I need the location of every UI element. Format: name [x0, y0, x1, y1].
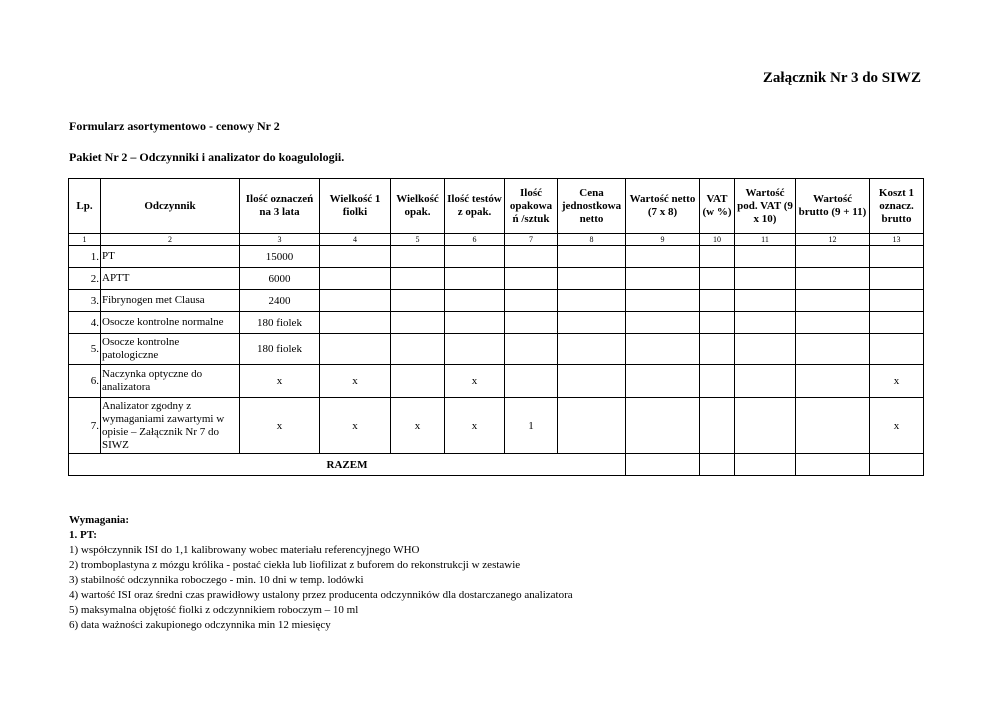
- requirements-section: [69, 513, 573, 633]
- table-cell: [626, 398, 700, 454]
- row-number-cell: 5.: [69, 334, 101, 365]
- table-cell: [735, 454, 796, 476]
- table-row: [69, 268, 924, 290]
- table-cell: [626, 290, 700, 312]
- column-number: 13: [870, 234, 924, 246]
- table-cell: [796, 268, 870, 290]
- table-cell: x: [240, 398, 320, 454]
- table-cell: [505, 312, 558, 334]
- row-number-cell: 6.: [69, 365, 101, 398]
- table-cell: [626, 268, 700, 290]
- table-row: [69, 246, 924, 268]
- table-cell: x: [445, 398, 505, 454]
- header-cell: Wartość brutto (9 + 11): [796, 179, 870, 234]
- table-row: [69, 334, 924, 365]
- table-cell: [505, 290, 558, 312]
- table-cell: [870, 334, 924, 365]
- table-cell: x: [445, 365, 505, 398]
- table-cell: 1: [505, 398, 558, 454]
- requirement-item: 4) wartość ISI oraz średni czas prawidłowy ustalony przez producenta odczynników dla dostarczanego analizatora: [69, 589, 573, 601]
- header-cell: Wartość netto (7 x 8): [626, 179, 700, 234]
- table-cell: [735, 334, 796, 365]
- row-number-cell: 1.: [69, 246, 101, 268]
- header-cell: Ilość opakowa ń /sztuk: [505, 179, 558, 234]
- row-number-cell: 4.: [69, 312, 101, 334]
- table-cell: [870, 312, 924, 334]
- table-cell: x: [240, 365, 320, 398]
- requirement-item: 5) maksymalna objętość fiolki z odczynnikiem roboczym – 10 ml: [69, 604, 359, 616]
- column-number: 2: [101, 234, 240, 246]
- table-cell: [505, 365, 558, 398]
- table-cell: [320, 290, 391, 312]
- table-cell: [445, 246, 505, 268]
- column-number: 11: [735, 234, 796, 246]
- table-cell: [700, 398, 735, 454]
- table-cell: [391, 268, 445, 290]
- header-cell: VAT (w %): [700, 179, 735, 234]
- table-cell: [796, 312, 870, 334]
- table-cell: [796, 290, 870, 312]
- reagent-name-cell: Analizator zgodny z wymaganiami zawartymi w opisie – Załącznik Nr 7 do SIWZ: [101, 398, 240, 454]
- requirements-heading: Wymagania:: [69, 514, 130, 526]
- header-cell: Odczynnik: [101, 179, 240, 234]
- column-number: 10: [700, 234, 735, 246]
- table-cell: [391, 312, 445, 334]
- reagent-name-cell: PT: [101, 246, 240, 268]
- column-number: 1: [69, 234, 101, 246]
- requirement-item: 1) współczynnik ISI do 1,1 kalibrowany wobec materiału referencyjnego WHO: [69, 544, 420, 556]
- table-cell: [796, 454, 870, 476]
- table-cell: 15000: [240, 246, 320, 268]
- requirement-item: 3) stabilność odczynnika roboczego - min. 10 dni w temp. lodówki: [69, 574, 364, 586]
- column-number: 3: [240, 234, 320, 246]
- price-table: [68, 178, 924, 476]
- table-row: [69, 290, 924, 312]
- column-number: 5: [391, 234, 445, 246]
- row-number-cell: 3.: [69, 290, 101, 312]
- table-cell: 6000: [240, 268, 320, 290]
- table-cell: x: [320, 398, 391, 454]
- table-cell: [870, 268, 924, 290]
- total-row: [69, 454, 924, 476]
- table-cell: [735, 398, 796, 454]
- reagent-name-cell: APTT: [101, 268, 240, 290]
- requirement-item: 6) data ważności zakupionego odczynnika min 12 miesięcy: [69, 619, 331, 631]
- table-cell: 180 fiolek: [240, 312, 320, 334]
- header-cell: Koszt 1 oznacz. brutto: [870, 179, 924, 234]
- row-number-cell: 2.: [69, 268, 101, 290]
- annex-title: Załącznik Nr 3 do SIWZ: [762, 70, 921, 86]
- column-number: 9: [626, 234, 700, 246]
- table-cell: [391, 334, 445, 365]
- column-number: 4: [320, 234, 391, 246]
- table-cell: x: [870, 398, 924, 454]
- table-cell: [700, 334, 735, 365]
- header-cell: Wielkość 1 fiolki: [320, 179, 391, 234]
- table-cell: [558, 312, 626, 334]
- table-cell: [626, 454, 700, 476]
- table-cell: [391, 246, 445, 268]
- table-cell: [796, 398, 870, 454]
- table-cell: [505, 268, 558, 290]
- table-cell: x: [391, 398, 445, 454]
- table-cell: [700, 365, 735, 398]
- column-number: 7: [505, 234, 558, 246]
- table-cell: [320, 312, 391, 334]
- table-cell: [735, 312, 796, 334]
- column-number: 6: [445, 234, 505, 246]
- table-cell: x: [870, 365, 924, 398]
- table-cell: [505, 246, 558, 268]
- table-cell: [320, 268, 391, 290]
- table-cell: [735, 268, 796, 290]
- table-cell: [700, 246, 735, 268]
- column-number: 8: [558, 234, 626, 246]
- reagent-name-cell: Naczynka optyczne do analizatora: [101, 365, 240, 398]
- table-cell: [796, 246, 870, 268]
- table-cell: [700, 290, 735, 312]
- header-cell: Cena jednostkowa netto: [558, 179, 626, 234]
- reagent-name-cell: Osocze kontrolne patologiczne: [101, 334, 240, 365]
- table-cell: [445, 334, 505, 365]
- table-cell: [870, 246, 924, 268]
- table-cell: [558, 365, 626, 398]
- table-cell: [870, 454, 924, 476]
- header-cell: Ilość testów z opak.: [445, 179, 505, 234]
- form-title: Formularz asortymentowo - cenowy Nr 2: [69, 119, 280, 133]
- total-label: RAZEM: [69, 454, 626, 476]
- table-cell: 180 fiolek: [240, 334, 320, 365]
- table-cell: [320, 334, 391, 365]
- requirement-item: 2) tromboplastyna z mózgu królika - postać ciekła lub liofilizat z buforem do rekonstrukcji w zestawie: [69, 559, 521, 571]
- table-cell: [626, 246, 700, 268]
- table-cell: [320, 246, 391, 268]
- table-row: [69, 365, 924, 398]
- reagent-name-cell: Fibrynogen met Clausa: [101, 290, 240, 312]
- table-cell: [445, 312, 505, 334]
- table-cell: x: [320, 365, 391, 398]
- table-cell: [870, 290, 924, 312]
- table-cell: [558, 334, 626, 365]
- header-cell: Wielkość opak.: [391, 179, 445, 234]
- column-number-row: [69, 234, 924, 246]
- table-cell: [391, 290, 445, 312]
- table-cell: [700, 312, 735, 334]
- table-cell: [558, 290, 626, 312]
- table-cell: [558, 246, 626, 268]
- table-cell: [558, 268, 626, 290]
- table-cell: [558, 398, 626, 454]
- table-cell: [735, 290, 796, 312]
- header-cell: Wartość pod. VAT (9 x 10): [735, 179, 796, 234]
- table-cell: [626, 365, 700, 398]
- reagent-name-cell: Osocze kontrolne normalne: [101, 312, 240, 334]
- package-title: Pakiet Nr 2 – Odczynniki i analizator do koagulologii.: [69, 150, 345, 164]
- table-row: [69, 312, 924, 334]
- table-header-row: [69, 179, 924, 234]
- table-cell: [735, 365, 796, 398]
- table-cell: [796, 334, 870, 365]
- table-cell: [626, 312, 700, 334]
- table-cell: [700, 268, 735, 290]
- table-cell: [445, 290, 505, 312]
- table-cell: [735, 246, 796, 268]
- table-cell: 2400: [240, 290, 320, 312]
- table-cell: [505, 334, 558, 365]
- table-cell: [626, 334, 700, 365]
- header-cell: Ilość oznaczeń na 3 lata: [240, 179, 320, 234]
- column-number: 12: [796, 234, 870, 246]
- row-number-cell: 7.: [69, 398, 101, 454]
- table-cell: [391, 365, 445, 398]
- table-cell: [445, 268, 505, 290]
- header-cell: Lp.: [69, 179, 101, 234]
- table-cell: [796, 365, 870, 398]
- requirements-subheading: 1. PT:: [69, 529, 97, 541]
- table-cell: [700, 454, 735, 476]
- table-row: [69, 398, 924, 454]
